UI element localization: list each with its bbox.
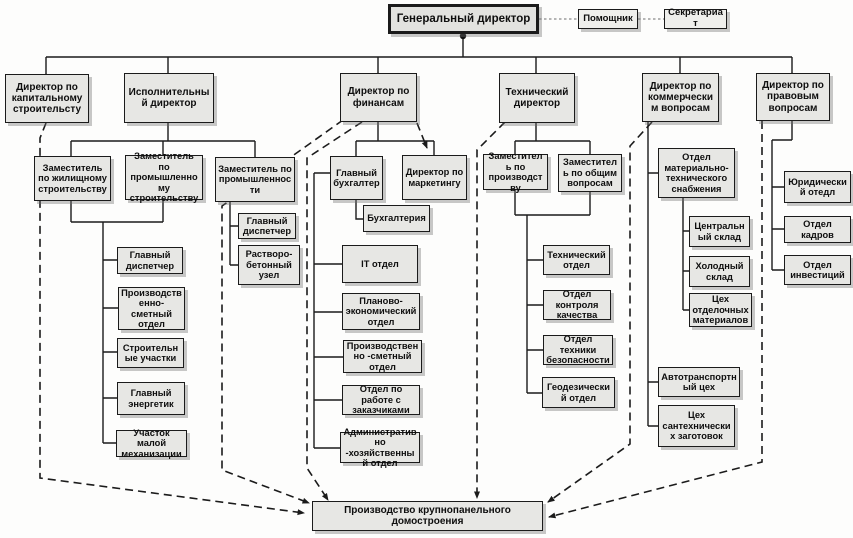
node-label: Директор по маркетингу <box>405 167 464 188</box>
planning-economic-dept-box <box>342 293 420 330</box>
node-label: Строительные участки <box>122 342 179 363</box>
node-label: Отдел кадров <box>801 219 834 240</box>
cold-warehouse-box <box>689 256 750 287</box>
node-label: Юридический отедл <box>788 176 847 197</box>
concrete-mortar-unit-box <box>238 245 300 285</box>
production-estimate-dept-2-box <box>343 340 422 373</box>
secretariat-box <box>664 9 727 29</box>
director-marketing-box <box>402 155 467 200</box>
node-label: Главный бухгалтер <box>333 167 380 188</box>
node-label: Заместитель по жилищному строительству <box>38 162 107 194</box>
node-label: Цех сантехнических заготовок <box>662 410 731 442</box>
dashed-link-marketing <box>417 123 427 148</box>
chief-dispatcher-box <box>117 247 183 274</box>
executive-director-box <box>124 73 214 123</box>
node-label: Административно -хозяйственный отдел <box>343 426 417 468</box>
accounting-dept-box <box>363 205 430 232</box>
technical-dept-box <box>543 245 610 275</box>
finishing-materials-shop-box <box>689 293 752 327</box>
deputy-general-affairs-box <box>558 154 622 192</box>
node-label: Отдел инвестиций <box>790 259 845 280</box>
central-warehouse-box <box>689 216 750 247</box>
node-label: Планово-экономический отдел <box>345 295 417 327</box>
director-finance-box <box>340 73 417 122</box>
legal-dept-box <box>784 171 851 203</box>
node-label: Производственно-сметный отдел <box>121 287 182 329</box>
node-label: Центральный склад <box>694 221 745 242</box>
investment-dept-box <box>784 255 851 285</box>
node-label: Отдел материально-технического снабжения <box>664 152 729 194</box>
assistant-box <box>578 9 638 29</box>
director-commercial-box <box>642 73 719 122</box>
node-label: Отдел контроля качества <box>555 289 599 321</box>
node-label: Генеральный директор <box>396 12 531 25</box>
general-director-box <box>388 4 539 34</box>
node-label: Участок малой механизации <box>121 427 182 459</box>
chief-power-engineer-box <box>117 382 185 415</box>
node-label: Исполнительный директор <box>128 86 210 109</box>
geodesic-dept-box <box>542 377 615 408</box>
node-label: Растворо-бетонный узел <box>245 249 293 281</box>
clients-dept-box <box>342 385 420 415</box>
node-label: Производство крупнопанельного домостроения <box>344 504 511 527</box>
director-capital-construction-box <box>5 74 89 123</box>
node-label: Технический директор <box>505 86 569 109</box>
node-label: Производственно -сметный отдел <box>346 340 419 372</box>
quality-control-dept-box <box>543 290 611 320</box>
construction-sites-box <box>117 338 184 368</box>
node-label: Главный энергетик <box>128 388 174 409</box>
node-label: Секретариат <box>668 7 723 29</box>
chief-accountant-box <box>330 156 383 200</box>
node-label: Заместитель по общим вопросам <box>562 157 618 189</box>
hr-dept-box <box>784 216 851 243</box>
node-label: Автотранспортный цех <box>661 371 737 392</box>
safety-dept-box <box>543 335 613 365</box>
node-label: Цех отделочных материалов <box>692 294 749 326</box>
node-label: Директор по финансам <box>347 86 410 109</box>
node-label: Заместитель по промышленному строительству <box>129 151 199 204</box>
panel-housing-production-box <box>312 501 543 531</box>
node-label: Холодный склад <box>695 261 744 282</box>
chief-dispatcher-industry-box <box>238 213 296 239</box>
deputy-industrial-construction-box <box>125 151 203 204</box>
node-label: Геодезический отдел <box>547 382 610 403</box>
node-label: Директор по правовым вопросам <box>762 80 824 114</box>
production-estimate-dept-1-box <box>118 287 185 330</box>
node-label: Отдел по работе с заказчиками <box>352 384 410 416</box>
material-supply-dept-box <box>658 148 735 198</box>
director-legal-box <box>756 73 830 121</box>
node-label: Отдел техники безопасности <box>546 334 610 366</box>
node-label: Помощник <box>583 12 633 24</box>
it-dept-box <box>342 245 418 283</box>
node-label: IT отдел <box>361 258 399 269</box>
node-label: Директор по капитальному строительсту <box>11 81 83 116</box>
deputy-industry-box <box>215 157 295 202</box>
motor-transport-shop-box <box>658 367 740 397</box>
node-label: Главный диспетчер <box>125 250 175 271</box>
node-label: Заместитель по производству <box>488 151 543 193</box>
plumbing-blanks-shop-box <box>658 405 735 447</box>
technical-director-box <box>499 73 575 123</box>
node-label: Директор по коммерческим вопросам <box>647 80 713 115</box>
node-label: Бухгалтерия <box>367 213 426 224</box>
admin-household-dept-box <box>340 426 420 468</box>
deputy-production-box <box>483 151 548 193</box>
node-label: Главный диспетчер <box>242 215 292 236</box>
small-mechanization-site-box <box>116 427 187 459</box>
deputy-housing-construction-box <box>34 156 111 201</box>
node-label: Заместитель по промышленности <box>218 163 292 195</box>
node-label: Технический отдел <box>547 249 606 270</box>
